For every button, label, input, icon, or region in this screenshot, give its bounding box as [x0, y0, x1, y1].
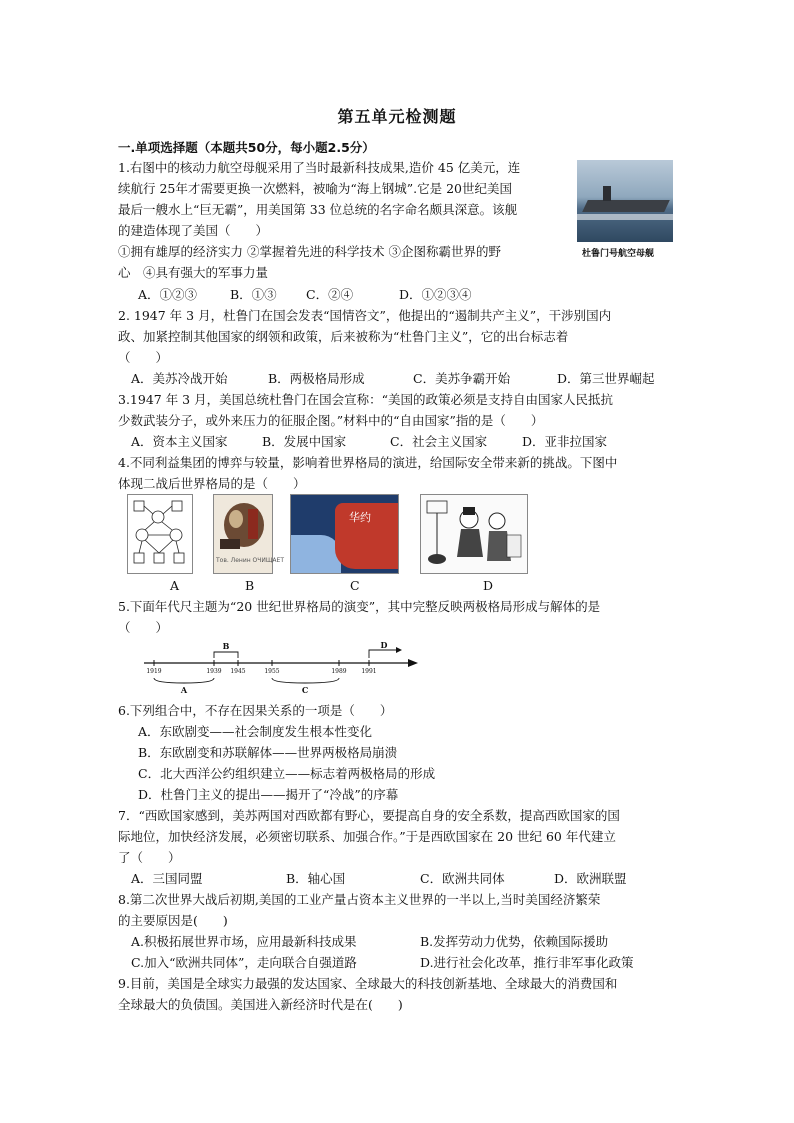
- figure-label-d: D: [483, 578, 494, 593]
- q3-option: B．发展中国家: [262, 434, 347, 449]
- western-bloc-area: [291, 535, 341, 573]
- q9-line: 9.目前，美国是全球实力最强的发达国家、全球最大的科技创新基地、全球最大的消费国和: [118, 976, 618, 991]
- year-label: 1945: [230, 668, 246, 675]
- q6-option: D．杜鲁门主义的提出——揭开了“冷战”的序幕: [138, 787, 399, 802]
- q7-line: 际地位，加快经济发展，必须密切联系、加强合作。”于是西欧国家在 20 世纪 60 年代建立: [118, 829, 616, 844]
- q3-option: C．社会主义国家: [390, 434, 488, 449]
- q7-option: C．欧洲共同体: [420, 871, 505, 886]
- q5-line: 5.下面年代尺主题为“20 世纪世界格局的演变”，其中完整反映两极格局形成与解体的是: [118, 599, 601, 614]
- figure-c-europe-map: [290, 494, 399, 574]
- q1-line: 的建造体现了美国（ ）: [118, 223, 269, 238]
- q6-option: C．北大西洋公约组织建立——标志着两极格局的形成: [138, 766, 436, 781]
- section-heading: 一.单项选择题（本题共50分，每小题2.5分）: [118, 140, 375, 155]
- q2-line: 2. 1947 年 3 月，杜鲁门在国会发表“国情咨文”，他提出的“遏制共产主义”，干涉别国内: [118, 308, 612, 323]
- q1-line: 续航行 25年才需要更换一次燃料，被喻为“海上钢城”.它是 20世纪美国: [118, 181, 513, 196]
- range-bracket-a: [154, 678, 214, 683]
- q2-option: B．两极格局形成: [268, 371, 365, 386]
- range-bracket-b: [214, 652, 238, 658]
- range-label-c: C: [301, 685, 309, 695]
- q2-line: 政、加紧控制其他国家的纲领和政策，后来被称为“杜鲁门主义”，它的出台标志着: [118, 329, 569, 344]
- q6-option: B．东欧剧变和苏联解体——世界两极格局崩溃: [138, 745, 398, 760]
- q9-line: 全球最大的负债国。美国进入新经济时代是在( ): [118, 997, 403, 1012]
- q8-line: 的主要原因是( ): [118, 913, 228, 928]
- poster-caption: Тов. Ленин ОЧИЩАЕТ: [216, 557, 284, 564]
- warsaw-pact-label: 华约: [349, 511, 371, 524]
- year-label: 1939: [206, 668, 222, 675]
- q3-option: A．资本主义国家: [131, 434, 228, 449]
- q6-option: A．东欧剧变——社会制度发生根本性变化: [138, 724, 373, 739]
- year-label: 1955: [264, 668, 280, 675]
- q1-option: C．②④: [306, 287, 354, 302]
- q7-line: 7．“西欧国家感到，美苏两国对西欧都有野心，要提高自身的安全系数，提高西欧国家的国: [118, 808, 620, 823]
- q8-option: B.发挥劳动力优势，依赖国际援助: [420, 934, 609, 949]
- timeline-ruler: [140, 640, 420, 700]
- q1-line: ①拥有雄厚的经济实力 ②掌握着先进的科学技术 ③企图称霸世界的野: [118, 244, 501, 259]
- q7-line: 了（ ）: [118, 850, 181, 865]
- year-label: 1991: [361, 668, 377, 675]
- q8-option: A.积极拓展世界市场，应用最新科技成果: [131, 934, 357, 949]
- page-title: 第五单元检测题: [337, 107, 457, 126]
- aircraft-carrier-photo: [577, 160, 673, 242]
- figure-label-c: C: [350, 578, 360, 593]
- range-arrow-d: [369, 650, 398, 658]
- q4-line: 体现二战后世界格局的是（ ）: [118, 476, 306, 491]
- q2-option: C．美苏争霸开始: [413, 371, 511, 386]
- q6-line: 6.下列组合中，不存在因果关系的一项是（ ）: [118, 703, 393, 718]
- q8-option: D.进行社会化改革，推行非军事化政策: [420, 955, 634, 970]
- year-label: 1989: [331, 668, 347, 675]
- q4-line: 4.不同利益集团的博弈与较量，影响着世界格局的演进，给国际安全带来新的挑战。下图中: [118, 455, 618, 470]
- q1-line: 最后一艘水上“巨无霸”，用美国第 33 位总统的名字命名颇具深意。该舰: [118, 202, 518, 217]
- year-label: 1919: [146, 668, 162, 675]
- range-label-d: D: [380, 640, 388, 650]
- q8-line: 8.第二次世界大战后初期,美国的工业产量占资本主义世界的一半以上,当时美国经济繁荣: [118, 892, 601, 907]
- q7-option: B．轴心国: [286, 871, 346, 886]
- q7-option: D．欧洲联盟: [554, 871, 627, 886]
- q2-line: （ ）: [118, 350, 169, 365]
- q5-line: （ ）: [118, 620, 169, 635]
- q1-option: A．①②③: [138, 287, 198, 302]
- range-label-b: B: [222, 641, 230, 651]
- q1-option: D．①②③④: [399, 287, 472, 302]
- figure-b-poster: [213, 494, 284, 574]
- q8-option: C.加入“欧洲共同体”，走向联合自强道路: [131, 955, 357, 970]
- q7-option: A．三国同盟: [131, 871, 203, 886]
- q1-line: 心 ④具有强大的军事力量: [118, 265, 269, 280]
- carrier-caption: 杜鲁门号航空母舰: [582, 249, 655, 259]
- q3-line: 少数武装分子，或外来压力的征服企图。”材料中的“自由国家”指的是（ ）: [118, 413, 544, 428]
- q2-option: D．第三世界崛起: [557, 371, 655, 386]
- figure-label-b: B: [245, 578, 255, 593]
- q3-line: 3.1947 年 3 月，美国总统杜鲁门在国会宣称：“美国的政策必须是支持自由国家人民抵抗: [118, 392, 614, 407]
- figure-label-a: A: [170, 578, 180, 593]
- figure-a-network-diagram: [127, 494, 193, 574]
- range-bracket-c: [272, 678, 339, 683]
- range-label-a: A: [180, 685, 188, 695]
- q1-option: B．①③: [230, 287, 277, 302]
- q1-line: 1.右图中的核动力航空母舰采用了当时最新科技成果,造价 45 亿美元，连: [118, 160, 521, 175]
- q2-option: A．美苏冷战开始: [131, 371, 228, 386]
- figure-d-cartoon: [420, 494, 528, 574]
- q3-option: D．亚非拉国家: [522, 434, 608, 449]
